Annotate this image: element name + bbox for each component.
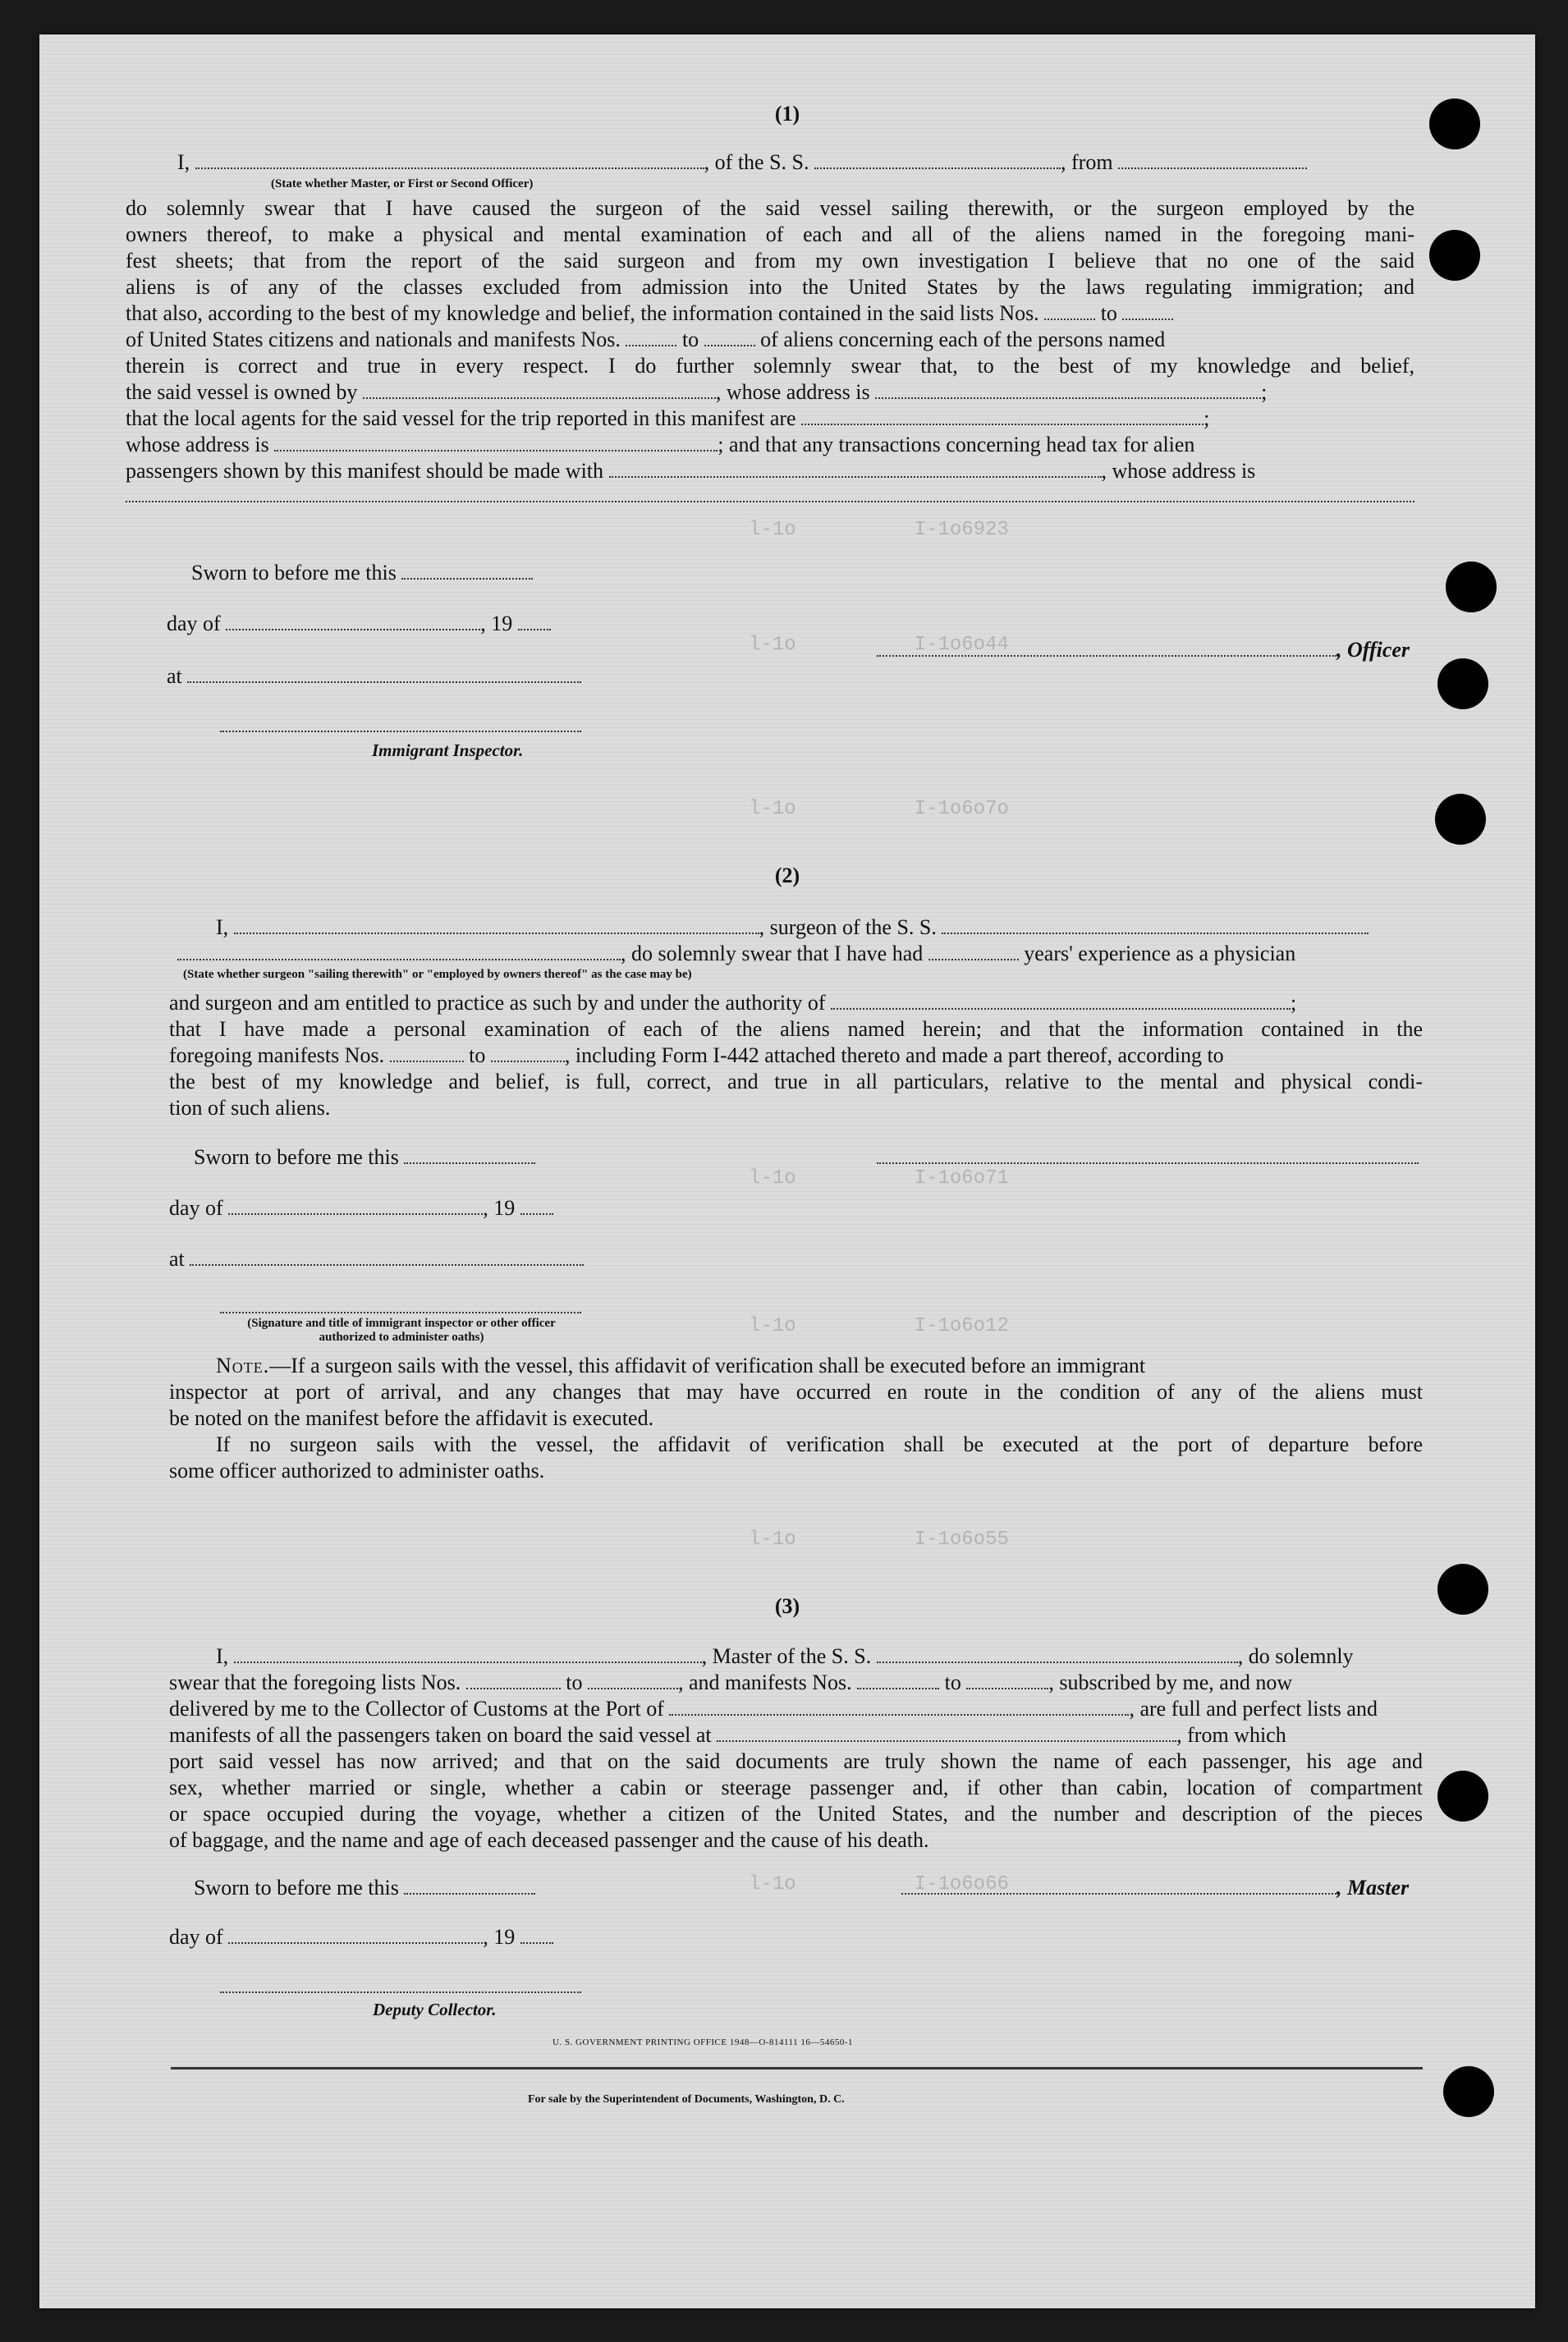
- manifests-to-field[interactable]: [704, 327, 755, 346]
- note-text-line: If no surgeon sails with the vessel, the affidavit of verification shall be executed at the port of departure before: [216, 1432, 1423, 1456]
- s1-owner-line: the said vessel is owned by , whose address is ;: [126, 380, 1268, 404]
- s1-headtax-line: [126, 458, 1255, 484]
- text: , do solemnly swear that I have had: [621, 942, 924, 965]
- s2-signature-line[interactable]: [220, 1312, 581, 1313]
- section-1-number: (1): [774, 102, 800, 126]
- s2-month-field[interactable]: [228, 1195, 483, 1215]
- surgeon-type-field[interactable]: [177, 941, 621, 960]
- bleed-through-text: l-1o I-1o6o12: [630, 1315, 1009, 1337]
- lists-to-field[interactable]: [1122, 300, 1173, 320]
- sale-notice: For sale by the Superintendent of Documents, Washington, D. C.: [528, 2093, 845, 2106]
- owner-address-field[interactable]: [875, 379, 1261, 399]
- bleed-through-text: l-1o I-1o6o7o: [630, 798, 1009, 820]
- printing-office-line: U. S. GOVERNMENT PRINTING OFFICE 1948—O-814111 16—54650-1: [552, 2037, 854, 2047]
- s3-lists-line: [169, 1670, 1292, 1696]
- s2-line1: [216, 914, 1369, 941]
- s1-text-line: owners thereof, to make a physical and mental examination of each and all of the aliens named in the foregoing mani-: [126, 222, 1414, 246]
- s3-manifests-from-field[interactable]: [857, 1670, 939, 1689]
- text: , surgeon of the S. S.: [759, 915, 937, 939]
- headtax-address-line[interactable]: [126, 501, 1414, 502]
- text: , Master: [1336, 1876, 1410, 1900]
- s1-month-field[interactable]: [226, 611, 480, 630]
- form-page: [39, 34, 1535, 2308]
- s1-text-line: do solemnly swear that I have caused the surgeon of the said vessel sailing therewith, or the surgeon employed by the: [126, 196, 1414, 220]
- s3-master-name-field[interactable]: [234, 1643, 702, 1663]
- text: to: [566, 1671, 583, 1694]
- s1-address-line: [126, 432, 1194, 458]
- s2-line2: [177, 941, 1295, 967]
- note-label: Note.: [216, 1354, 270, 1377]
- s2-text-line: the best of my knowledge and belief, is full, correct, and true in all particulars, relative to the mental and physical condi-: [169, 1070, 1423, 1093]
- s1-year-field[interactable]: [518, 611, 551, 630]
- s2-sworn-line: [194, 1144, 535, 1171]
- s1-dayof-line: [167, 611, 551, 637]
- text: passengers shown by this manifest should be made with: [126, 459, 604, 483]
- text: day of: [169, 1196, 223, 1220]
- text: of aliens concerning each of the persons named: [760, 328, 1166, 351]
- s2-text-line: that I have made a personal examination of each of the aliens named herein; and that the information contained in the: [169, 1017, 1423, 1041]
- s2-caption: (State whether surgeon "sailing therewith" or "employed by owners thereof" as the case may be): [183, 968, 692, 981]
- s3-manifests-to-field[interactable]: [966, 1670, 1048, 1689]
- headtax-contact-field[interactable]: [609, 458, 1102, 478]
- s2-authority-line: and surgeon and am entitled to practice as such by and under the authority of ;: [169, 991, 1297, 1015]
- s2-ship-field[interactable]: [942, 914, 1369, 934]
- s1-sworn-day-field[interactable]: [401, 560, 533, 580]
- text: manifests of all the passengers taken on board the said vessel at: [169, 1723, 712, 1747]
- text: I,: [216, 915, 229, 939]
- s1-at-line: [167, 663, 581, 690]
- text: , do solemnly: [1237, 1644, 1354, 1668]
- inspector-signature-line[interactable]: [220, 731, 581, 732]
- punch-hole: [1435, 794, 1486, 845]
- s3-text-line: sex, whether married or single, whether a cabin or steerage passenger and, if other than cabin, location of compartment: [169, 1776, 1423, 1799]
- text: —If a surgeon sails with the vessel, this affidavit of verification shall be executed before an immigrant: [269, 1354, 1146, 1377]
- s3-port-field[interactable]: [669, 1696, 1129, 1716]
- text: , 19: [483, 1196, 516, 1220]
- bleed-through-text: l-1o I-1o6o55: [630, 1528, 1009, 1551]
- s2-text-line: tion of such aliens.: [169, 1096, 331, 1120]
- s1-line1: [177, 149, 1307, 176]
- s3-year-field[interactable]: [520, 1924, 553, 1944]
- text: Sworn to before me this: [194, 1145, 399, 1169]
- s2-signature-caption: (Signature and title of immigrant inspector or other officer authorized to administer oaths): [247, 1317, 556, 1344]
- master-signature-field[interactable]: [901, 1875, 1336, 1895]
- s3-boarded-line: [169, 1722, 1286, 1748]
- text: that the local agents for the said vessel for the trip reported in this manifest are: [126, 406, 796, 430]
- punch-hole: [1437, 1771, 1488, 1822]
- text: , whose address is: [715, 380, 870, 404]
- s1-caption: (State whether Master, or First or Second Officer): [271, 177, 534, 190]
- punch-hole: [1443, 2066, 1494, 2117]
- text: , including Form I-442 attached thereto and made a part thereof, according to: [564, 1043, 1224, 1067]
- s2-at-line: [169, 1246, 584, 1272]
- immigrant-inspector-label: Immigrant Inspector.: [372, 740, 524, 760]
- s3-text-line: or space occupied during the voyage, whether a citizen of the United States, and the number and description of the pieces: [169, 1802, 1423, 1826]
- s2-year-field[interactable]: [520, 1195, 553, 1215]
- text: , are full and perfect lists and: [1129, 1697, 1378, 1721]
- footer-rule: [171, 2067, 1423, 2069]
- manifests-from-field[interactable]: [626, 327, 676, 346]
- text: years' experience as a physician: [1024, 942, 1296, 965]
- section-3-number: (3): [774, 1594, 800, 1618]
- text: at: [167, 664, 182, 688]
- text: , Master of the S. S.: [701, 1644, 872, 1668]
- text: swear that the foregoing lists Nos.: [169, 1671, 461, 1694]
- years-experience-field[interactable]: [928, 941, 1019, 960]
- bleed-through-text: l-1o I-1o6o71: [630, 1167, 1009, 1189]
- text: and surgeon and am entitled to practice as such by and under the authority of: [169, 991, 826, 1015]
- s2-manifests-from-field[interactable]: [390, 1043, 464, 1062]
- text: to: [681, 328, 699, 351]
- agents-field[interactable]: [801, 406, 1204, 425]
- s2-sworn-day-field[interactable]: [404, 1144, 535, 1164]
- s3-lists-to-field[interactable]: [588, 1670, 678, 1689]
- s2-place-field[interactable]: [190, 1246, 584, 1266]
- s3-master-signature-line: [901, 1875, 1409, 1901]
- authority-field[interactable]: [831, 990, 1291, 1010]
- text: , Officer: [1336, 638, 1410, 662]
- s3-dayof-line: [169, 1924, 553, 1950]
- s1-officer-line: [877, 637, 1410, 663]
- s1-sworn-line: [191, 560, 533, 586]
- text: , subscribed by me, and now: [1048, 1671, 1293, 1694]
- bleed-through-text: l-1o I-1o6o66: [630, 1873, 1009, 1895]
- from-port-field[interactable]: [1118, 149, 1307, 169]
- bleed-through-text: l-1o I-1o6923: [630, 519, 1009, 541]
- text: day of: [167, 612, 221, 635]
- officer-signature-field[interactable]: [877, 637, 1336, 657]
- s1-agents-line: that the local agents for the said vessel for the trip reported in this manifest are ;: [126, 406, 1210, 430]
- text: I,: [216, 1644, 229, 1668]
- punch-hole: [1437, 658, 1488, 709]
- s3-boarding-port-field[interactable]: [717, 1722, 1176, 1742]
- s3-sworn-line: [194, 1875, 535, 1901]
- surgeon-name-field[interactable]: [234, 914, 759, 934]
- text: to: [469, 1043, 486, 1067]
- lists-from-field[interactable]: [1044, 300, 1095, 320]
- note-text-line: some officer authorized to administer oaths.: [169, 1459, 545, 1483]
- s3-month-field[interactable]: [228, 1924, 483, 1944]
- text: that also, according to the best of my knowledge and belief, the information contained in the said lists Nos.: [126, 301, 1039, 325]
- ship-name-field[interactable]: [814, 149, 1061, 169]
- s3-text-line: of baggage, and the name and age of each deceased passenger and the cause of his death.: [169, 1828, 929, 1852]
- agents-address-field[interactable]: [274, 432, 718, 451]
- s3-lists-from-field[interactable]: [466, 1670, 561, 1689]
- text: of United States citizens and nationals and manifests Nos.: [126, 328, 621, 351]
- text: , and manifests Nos.: [678, 1671, 852, 1694]
- owner-field[interactable]: [363, 379, 716, 399]
- s3-port-line: [169, 1696, 1378, 1722]
- text: to: [1100, 301, 1117, 325]
- text: , 19: [483, 1925, 516, 1949]
- s2-dayof-line: [169, 1195, 553, 1221]
- s1-manifests-line: [126, 327, 1165, 353]
- master-name-field[interactable]: [195, 149, 704, 169]
- note-text-line: inspector at port of arrival, and any changes that may have occurred en route in the condition of any of the aliens must: [169, 1380, 1423, 1404]
- s3-line1: [216, 1643, 1354, 1670]
- section-2-number: (2): [774, 864, 800, 887]
- punch-hole: [1429, 230, 1480, 281]
- s2-manifests-to-field[interactable]: [491, 1043, 565, 1062]
- s3-sworn-day-field[interactable]: [404, 1875, 535, 1895]
- punch-hole: [1446, 561, 1497, 612]
- text: , from: [1061, 150, 1113, 174]
- text: foregoing manifests Nos.: [169, 1043, 385, 1067]
- text: ; and that any transactions concerning head tax for alien: [718, 433, 1195, 456]
- text: , whose address is: [1101, 459, 1256, 483]
- text: to: [944, 1671, 961, 1694]
- deputy-collector-label: Deputy Collector.: [373, 2000, 497, 2019]
- s1-lists-line: [126, 300, 1173, 327]
- text: I,: [177, 150, 190, 174]
- bleed-through-text: l-1o I-1o6o44: [630, 634, 1009, 656]
- surgeon-signature-line[interactable]: [877, 1162, 1419, 1164]
- s3-text-line: port said vessel has now arrived; and that on the said documents are truly shown the name of each passenger, his age and: [169, 1749, 1423, 1773]
- s1-text-line: therein is correct and true in every respect. I do further solemnly swear that, to the best of my knowledge and belief,: [126, 354, 1414, 378]
- s1-text-line: fest sheets; that from the report of the said surgeon and from my own investigation I believe that no one of the said: [126, 249, 1414, 273]
- text: day of: [169, 1925, 223, 1949]
- note-line: [216, 1353, 1145, 1379]
- s3-ship-field[interactable]: [877, 1643, 1238, 1663]
- collector-signature-line[interactable]: [220, 1991, 581, 1993]
- text: Sworn to before me this: [191, 561, 397, 584]
- s2-manifests-line: [169, 1043, 1224, 1069]
- text: whose address is: [126, 433, 269, 456]
- text: at: [169, 1247, 185, 1271]
- s1-text-line: aliens is of any of the classes excluded from admission into the United States by the laws regulating immigration; and: [126, 275, 1414, 299]
- text: , from which: [1176, 1723, 1286, 1747]
- text: , of the S. S.: [704, 150, 809, 174]
- text: , 19: [480, 612, 513, 635]
- text: delivered by me to the Collector of Customs at the Port of: [169, 1697, 664, 1721]
- text: the said vessel is owned by: [126, 380, 358, 404]
- note-text-line: be noted on the manifest before the affidavit is executed.: [169, 1406, 654, 1430]
- s1-place-field[interactable]: [187, 663, 581, 683]
- text: Sworn to before me this: [194, 1876, 399, 1900]
